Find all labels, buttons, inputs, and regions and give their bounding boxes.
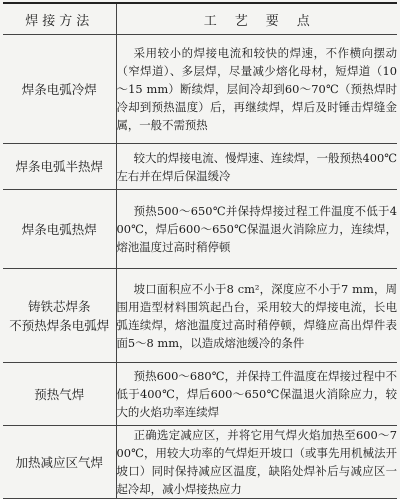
header-row	[3, 3, 397, 35]
header-welding-method: 焊接方法	[3, 3, 116, 35]
table-row	[3, 190, 397, 269]
table-row	[3, 363, 397, 426]
header-process-points: 工艺要点	[116, 3, 397, 35]
table-row	[3, 269, 397, 363]
method-cell: 焊条电弧热焊	[3, 190, 116, 269]
process-cell: 正确选定减应区，并将它用气焊火焰加热至600～700℃，用较大功率的气焊炬开坡口（或事先用机械法开坡口）同时保持减应区温度，缺陷处焊补后与减应区一起冷却，减小焊接热应力	[116, 426, 397, 499]
table-row	[3, 144, 397, 190]
method-cell	[3, 269, 116, 363]
process-cell: 预热500～650℃并保持焊接过程工件温度不低于400℃，焊后600～650℃保温退火消除应力，连续焊，熔池温度过高时稍停顿	[116, 190, 397, 269]
process-cell: 采用较小的焊接电流和较快的焊速，不作横向摆动（窄焊道）、多层焊，尽量减少熔化母材，短焊道（10～15 mm）断续焊，层间冷却到60～70℃（预热焊时冷却到预热温度）后，再继续焊，焊后及时锤击焊缝金属，一般不需预热	[116, 35, 397, 144]
method-line-1: 铸铁芯焊条	[27, 298, 91, 314]
table-body	[3, 35, 397, 499]
method-cell: 焊条电弧半热焊	[3, 144, 116, 190]
method-cell: 焊条电弧冷焊	[3, 35, 116, 144]
table-header	[3, 3, 397, 35]
method-cell: 加热减应区气焊	[3, 426, 116, 499]
welding-process-table	[3, 2, 397, 499]
method-cell: 预热气焊	[3, 363, 116, 426]
process-cell: 坡口面积应不小于8 cm²，深度应不小于7 mm，周围用造型材料围筑起凸台，采用较大的焊接电流，长电弧连续焊，熔池温度过高时稍停顿，焊缝应高出焊件表面5～8 mm，以造成熔池缓冷的条件	[116, 269, 397, 363]
method-line-2: 不预热焊条电弧焊	[9, 317, 110, 333]
process-cell: 预热600～680℃，并保持工件温度在焊接过程中不低于400℃，焊后600～650℃保温退火消除应力，较大的火焰功率连续焊	[116, 363, 397, 426]
table-row	[3, 35, 397, 144]
process-cell: 较大的焊接电流、慢焊速、连续焊，一般预热400℃左右并在焊后保温缓冷	[116, 144, 397, 190]
table-row	[3, 426, 397, 499]
